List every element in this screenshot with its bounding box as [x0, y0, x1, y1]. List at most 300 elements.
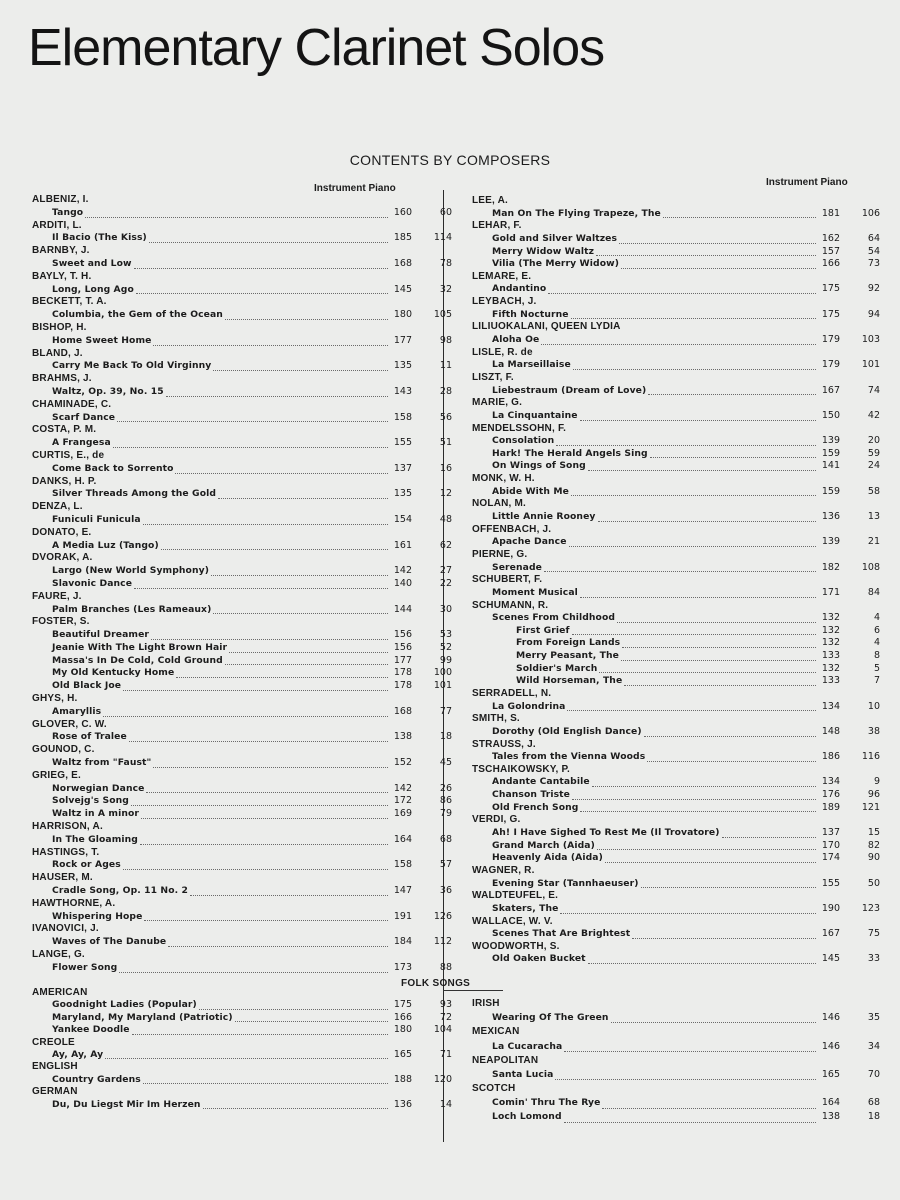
instrument-page: 138	[821, 1111, 840, 1123]
instrument-page: 139	[821, 435, 840, 447]
piece-title: Beautiful Dreamer	[52, 629, 150, 641]
piece-entry	[472, 258, 880, 271]
piano-page: 7	[873, 675, 880, 687]
composer-name: VERDI, G.	[472, 814, 521, 826]
piano-page: 112	[433, 936, 452, 948]
piano-page: 88	[439, 961, 452, 973]
piece-title: Funiculi Funicula	[52, 513, 141, 525]
piano-page: 106	[861, 207, 880, 219]
piano-page: 21	[867, 536, 880, 548]
composer-name: LISLE, R. de	[472, 346, 533, 358]
instrument-page: 133	[821, 675, 840, 687]
piece-entry	[472, 726, 880, 739]
piano-page: 11	[439, 360, 452, 372]
piano-page: 98	[439, 334, 452, 346]
instrument-page: 164	[821, 1097, 840, 1109]
instrument-page: 141	[821, 460, 840, 472]
instrument-page: 166	[393, 1011, 412, 1023]
instrument-page: 135	[393, 360, 412, 372]
piece-entry	[472, 1068, 880, 1082]
instrument-page: 188	[393, 1073, 412, 1085]
piece-entry	[472, 283, 880, 296]
piece-entry	[472, 1111, 880, 1125]
piece-title: Vilia (The Merry Widow)	[492, 258, 620, 270]
instrument-page: 132	[821, 612, 840, 624]
piece-title: Chanson Triste	[492, 789, 570, 801]
piece-title: Jeanie With The Light Brown Hair	[52, 641, 228, 653]
piano-page: 38	[867, 725, 880, 737]
piano-page: 60	[439, 206, 452, 218]
instrument-page: 162	[821, 232, 840, 244]
right-contents-column	[472, 195, 880, 966]
piano-page: 92	[867, 283, 880, 295]
instrument-page: 145	[393, 283, 412, 295]
composer-name: SCHUBERT, F.	[472, 574, 543, 586]
instrument-page: 142	[393, 565, 412, 577]
piano-page: 16	[439, 462, 452, 474]
piece-title: Tales from the Vienna Woods	[492, 751, 646, 763]
piece-title: Solvejg's Song	[52, 795, 129, 807]
composer-name: MENDELSSOHN, F.	[472, 422, 567, 434]
piece-title: Apache Dance	[492, 536, 567, 548]
piece-entry	[472, 385, 880, 398]
piece-entry	[472, 625, 880, 638]
piano-page: 68	[439, 833, 452, 845]
dot-leader	[176, 677, 388, 678]
composer-name: BISHOP, H.	[32, 321, 87, 333]
instrument-page: 132	[821, 624, 840, 636]
piece-entry	[472, 903, 880, 916]
piece-title: Ay, Ay, Ay	[52, 1048, 104, 1060]
composer-name: DVORAK, A.	[32, 552, 93, 564]
piano-page: 5	[873, 662, 880, 674]
piece-title: Liebestraum (Dream of Love)	[492, 384, 647, 396]
dot-leader	[103, 716, 388, 717]
dot-leader	[597, 849, 816, 850]
piece-entry	[32, 859, 452, 872]
piece-title: La Cinquantaine	[492, 409, 578, 421]
instrument-page: 172	[393, 795, 412, 807]
piano-page: 103	[861, 334, 880, 346]
dot-leader	[149, 242, 388, 243]
instrument-page: 155	[393, 437, 412, 449]
piece-entry	[472, 587, 880, 600]
dot-leader	[596, 255, 816, 256]
piano-page: 12	[439, 488, 452, 500]
dot-leader	[153, 767, 388, 768]
instrument-page: 190	[821, 902, 840, 914]
piece-title: Waves of The Danube	[52, 936, 167, 948]
dot-leader	[168, 946, 388, 947]
piece-title: Flower Song	[52, 961, 118, 973]
piece-entry	[32, 757, 452, 770]
piece-title: First Grief	[516, 624, 570, 636]
instrument-page: 165	[393, 1048, 412, 1060]
dot-leader	[647, 761, 816, 762]
piece-entry	[32, 1099, 452, 1111]
piece-title: Goodnight Ladies (Popular)	[52, 999, 197, 1011]
dot-leader	[153, 345, 388, 346]
dot-leader	[134, 588, 388, 589]
piano-page: 104	[433, 1024, 452, 1036]
piece-title: Come Back to Sorrento	[52, 462, 174, 474]
dot-leader	[648, 394, 816, 395]
composer-name: ENGLISH	[32, 1061, 78, 1073]
composer-name: HAUSER, M.	[32, 872, 93, 884]
instrument-page: 148	[821, 725, 840, 737]
instrument-page: 185	[393, 232, 412, 244]
instrument-page: 175	[393, 999, 412, 1011]
piano-page: 45	[439, 757, 452, 769]
right-folk-column	[472, 997, 880, 1125]
dot-leader	[621, 268, 816, 269]
instrument-page: 171	[821, 586, 840, 598]
dot-leader	[123, 869, 388, 870]
piece-entry	[32, 309, 452, 322]
piece-title: Amaryllis	[52, 705, 102, 717]
piano-page: 48	[439, 513, 452, 525]
piece-title: Waltz from "Faust"	[52, 757, 152, 769]
piano-page: 15	[867, 827, 880, 839]
dot-leader	[572, 634, 816, 635]
composer-name: SCHUMANN, R.	[472, 599, 549, 611]
instrument-page: 178	[393, 667, 412, 679]
piece-entry	[472, 789, 880, 802]
piano-page: 96	[867, 789, 880, 801]
piece-title: Ah! I Have Sighed To Rest Me (Il Trovatore)	[492, 827, 720, 839]
piece-title: Evening Star (Tannhaeuser)	[492, 877, 639, 889]
piece-entry	[472, 840, 880, 853]
piano-page: 22	[439, 577, 452, 589]
piece-title: Merry Peasant, The	[516, 650, 619, 662]
piece-title: Grand March (Aida)	[492, 839, 595, 851]
instrument-page: 174	[821, 852, 840, 864]
composer-name: BECKETT, T. A.	[32, 296, 107, 308]
piano-page: 27	[439, 565, 452, 577]
piano-page: 71	[439, 1048, 452, 1060]
instrument-page: 142	[393, 782, 412, 794]
piece-title: Waltz in A minor	[52, 808, 139, 820]
instrument-page: 132	[821, 637, 840, 649]
piece-entry	[472, 751, 880, 764]
composer-name: GLOVER, C. W.	[32, 718, 107, 730]
dot-leader	[650, 457, 816, 458]
piece-entry	[32, 706, 452, 719]
piece-entry	[32, 540, 452, 553]
instrument-page: 134	[821, 700, 840, 712]
composer-name: NOLAN, M.	[472, 498, 527, 510]
dot-leader	[641, 887, 816, 888]
dot-leader	[644, 736, 816, 737]
instrument-header: Instrument	[314, 183, 366, 194]
dot-leader	[131, 805, 388, 806]
piece-entry	[472, 852, 880, 865]
composer-name: CREOLE	[32, 1036, 75, 1048]
composer-name: WALLACE, W. V.	[472, 915, 553, 927]
composer-name: DENZA, L.	[32, 501, 83, 513]
piano-page: 62	[439, 539, 452, 551]
dot-leader	[544, 571, 816, 572]
instrument-page: 181	[821, 207, 840, 219]
composer-name: HAWTHORNE, A.	[32, 897, 116, 909]
piece-entry	[32, 386, 452, 399]
composer-name: BAYLY, T. H.	[32, 270, 92, 282]
piece-title: Carry Me Back To Old Virginny	[52, 360, 212, 372]
piano-page: 57	[439, 859, 452, 871]
composer-name: CURTIS, E., de	[32, 449, 105, 461]
composer-name: STRAUSS, J.	[472, 738, 536, 750]
piano-page: 26	[439, 782, 452, 794]
piece-title: From Foreign Lands	[516, 637, 621, 649]
piece-title: Silver Threads Among the Gold	[52, 488, 217, 500]
piece-title: A Media Luz (Tango)	[52, 539, 159, 551]
dot-leader	[567, 710, 816, 711]
composer-name: LANGE, G.	[32, 949, 85, 961]
instrument-page: 175	[821, 308, 840, 320]
piece-entry	[32, 834, 452, 847]
piano-page: 105	[433, 309, 452, 321]
instrument-page: 156	[393, 629, 412, 641]
instrument-page: 143	[393, 385, 412, 397]
piano-page: 28	[439, 385, 452, 397]
piece-entry	[472, 246, 880, 259]
piece-entry	[32, 911, 452, 924]
piece-title: Scenes From Childhood	[492, 612, 616, 624]
instrument-page: 166	[821, 258, 840, 270]
piano-page: 8	[873, 650, 880, 662]
piece-entry	[32, 808, 452, 821]
composer-name: DONATO, E.	[32, 526, 92, 538]
dot-leader	[129, 741, 388, 742]
piece-title: Slavonic Dance	[52, 577, 133, 589]
composer-name: WAGNER, R.	[472, 864, 535, 876]
dot-leader	[580, 811, 816, 812]
piece-entry	[472, 878, 880, 891]
piece-title: My Old Kentucky Home	[52, 667, 175, 679]
composer-name: TSCHAIKOWSKY, P.	[472, 763, 571, 775]
composer-name: SMITH, S.	[472, 713, 520, 725]
instrument-page: 139	[821, 536, 840, 548]
instrument-page: 159	[821, 447, 840, 459]
piece-entry	[472, 827, 880, 840]
piano-page: 53	[439, 629, 452, 641]
dot-leader	[199, 1009, 388, 1010]
page-title: Elementary Clarinet Solos	[28, 19, 605, 77]
piece-entry	[32, 642, 452, 655]
instrument-page: 161	[393, 539, 412, 551]
composer-name: OFFENBACH, J.	[472, 523, 552, 535]
composer-name: MONK, W. H.	[472, 473, 535, 485]
piece-entry	[32, 629, 452, 642]
composer-name: COSTA, P. M.	[32, 424, 97, 436]
dot-leader	[599, 672, 816, 673]
piece-entry	[472, 663, 880, 676]
dot-leader	[588, 963, 816, 964]
instrument-page: 160	[393, 206, 412, 218]
dot-leader	[134, 268, 388, 269]
piece-entry	[32, 885, 452, 898]
piece-entry	[472, 1011, 880, 1025]
piece-entry	[32, 1074, 452, 1086]
piano-page: 99	[439, 654, 452, 666]
piano-page: 68	[867, 1097, 880, 1109]
composer-name: SERRADELL, N.	[472, 687, 552, 699]
piece-entry	[32, 437, 452, 450]
piece-title: Old Oaken Bucket	[492, 953, 586, 965]
dot-leader	[560, 913, 816, 914]
piano-page: 42	[867, 409, 880, 421]
dot-leader	[166, 396, 388, 397]
dot-leader	[85, 217, 388, 218]
piece-title: Soldier's March	[516, 662, 598, 674]
composer-name: NEAPOLITAN	[472, 1054, 539, 1066]
composer-name: LEE, A.	[472, 195, 509, 206]
instrument-page: 138	[393, 731, 412, 743]
dot-leader	[621, 660, 816, 661]
dot-leader	[203, 1108, 388, 1109]
instrument-page: 134	[821, 776, 840, 788]
composer-name: IRISH	[472, 998, 500, 1009]
instrument-page: 159	[821, 485, 840, 497]
piece-entry	[32, 565, 452, 578]
piece-title: Wild Horseman, The	[516, 675, 623, 687]
instrument-page: 167	[821, 384, 840, 396]
composer-name: GERMAN	[32, 1086, 78, 1098]
piece-entry	[32, 232, 452, 245]
dot-leader	[143, 1083, 388, 1084]
instrument-page: 182	[821, 561, 840, 573]
instrument-page: 137	[821, 827, 840, 839]
instrument-page: 168	[393, 705, 412, 717]
piano-page: 86	[439, 795, 452, 807]
dot-leader	[569, 546, 816, 547]
dot-leader	[541, 344, 816, 345]
piece-entry	[472, 701, 880, 714]
dot-leader	[663, 217, 816, 218]
piece-entry	[32, 284, 452, 297]
piece-entry	[32, 1024, 452, 1036]
dot-leader	[632, 938, 816, 939]
dot-leader	[151, 639, 388, 640]
instrument-page: 165	[821, 1068, 840, 1080]
dot-leader	[571, 318, 816, 319]
piece-title: Whispering Hope	[52, 910, 143, 922]
piece-title: Moment Musical	[492, 586, 578, 598]
instrument-page: 136	[393, 1098, 412, 1110]
piece-title: Sweet and Low	[52, 257, 132, 269]
composer-name: PIERNE, G.	[472, 548, 528, 560]
dot-leader	[564, 1122, 816, 1123]
piano-page: 90	[867, 852, 880, 864]
composer-name: BLAND, J.	[32, 347, 83, 359]
instrument-page: 145	[821, 953, 840, 965]
dot-leader	[617, 622, 816, 623]
piano-page: 84	[867, 586, 880, 598]
piece-entry	[472, 802, 880, 815]
composer-name: GHYS, H.	[32, 693, 78, 705]
piece-entry	[472, 1040, 880, 1054]
piece-entry	[472, 233, 880, 246]
dot-leader	[571, 495, 816, 496]
piano-page: 20	[867, 435, 880, 447]
dot-leader	[218, 498, 388, 499]
instrument-page: 176	[821, 789, 840, 801]
composer-name: MEXICAN	[472, 1026, 520, 1038]
piece-title: Tango	[52, 206, 84, 218]
piano-page: 100	[433, 667, 452, 679]
piece-entry	[32, 680, 452, 693]
piano-page: 18	[439, 731, 452, 743]
piece-title: Heavenly Aida (Aida)	[492, 852, 603, 864]
piano-page: 94	[867, 308, 880, 320]
dot-leader	[213, 370, 388, 371]
dot-leader	[113, 447, 388, 448]
piece-title: Serenade	[492, 561, 542, 573]
composer-name: FOSTER, S.	[32, 616, 90, 628]
piece-title: Du, Du Liegst Mir Im Herzen	[52, 1098, 201, 1110]
dot-leader	[588, 470, 816, 471]
composer-name: GOUNOD, C.	[32, 744, 95, 756]
piece-entry	[472, 511, 880, 524]
dot-leader	[123, 690, 388, 691]
instrument-page: 158	[393, 411, 412, 423]
instrument-page: 179	[821, 334, 840, 346]
piece-title: Scarf Dance	[52, 411, 116, 423]
piano-page: 123	[861, 902, 880, 914]
piece-title: Cradle Song, Op. 11 No. 2	[52, 885, 189, 897]
piano-page: 72	[439, 1011, 452, 1023]
instrument-page: 155	[821, 877, 840, 889]
instrument-page: 137	[393, 462, 412, 474]
piece-entry	[472, 562, 880, 575]
instrument-page: 180	[393, 309, 412, 321]
piece-entry	[32, 667, 452, 680]
piano-page: 74	[867, 384, 880, 396]
piece-title: Columbia, the Gem of the Ocean	[52, 309, 223, 321]
piece-title: Wearing Of The Green	[492, 1012, 609, 1024]
piano-page: 32	[439, 283, 452, 295]
dot-leader	[141, 818, 388, 819]
piece-entry	[32, 999, 452, 1011]
left-folk-column	[32, 987, 452, 1111]
dot-leader	[146, 792, 388, 793]
piano-page: 30	[439, 603, 452, 615]
instrument-page: 136	[821, 511, 840, 522]
piece-entry	[32, 655, 452, 668]
piano-page: 50	[867, 877, 880, 889]
dot-leader	[144, 920, 388, 921]
instrument-page: 170	[821, 839, 840, 851]
dot-leader	[622, 647, 816, 648]
piece-title: Rose of Tralee	[52, 731, 127, 743]
piano-page: 121	[861, 801, 880, 813]
piano-page: 73	[867, 258, 880, 270]
composer-name: WOODWORTH, S.	[472, 940, 560, 952]
dot-leader	[580, 597, 816, 598]
dot-leader	[136, 293, 388, 294]
left-contents-column	[32, 194, 452, 975]
piece-title: Largo (New World Symphony)	[52, 565, 209, 577]
instrument-page: 177	[393, 654, 412, 666]
piece-entry	[472, 208, 880, 221]
piano-page: 75	[867, 928, 880, 940]
instrument-page: 133	[821, 650, 840, 662]
instrument-page: 158	[393, 859, 412, 871]
piece-title: Andantino	[492, 283, 547, 295]
dot-leader	[132, 1034, 388, 1035]
dot-leader	[175, 473, 388, 474]
piece-title: Comin' Thru The Rye	[492, 1097, 601, 1109]
